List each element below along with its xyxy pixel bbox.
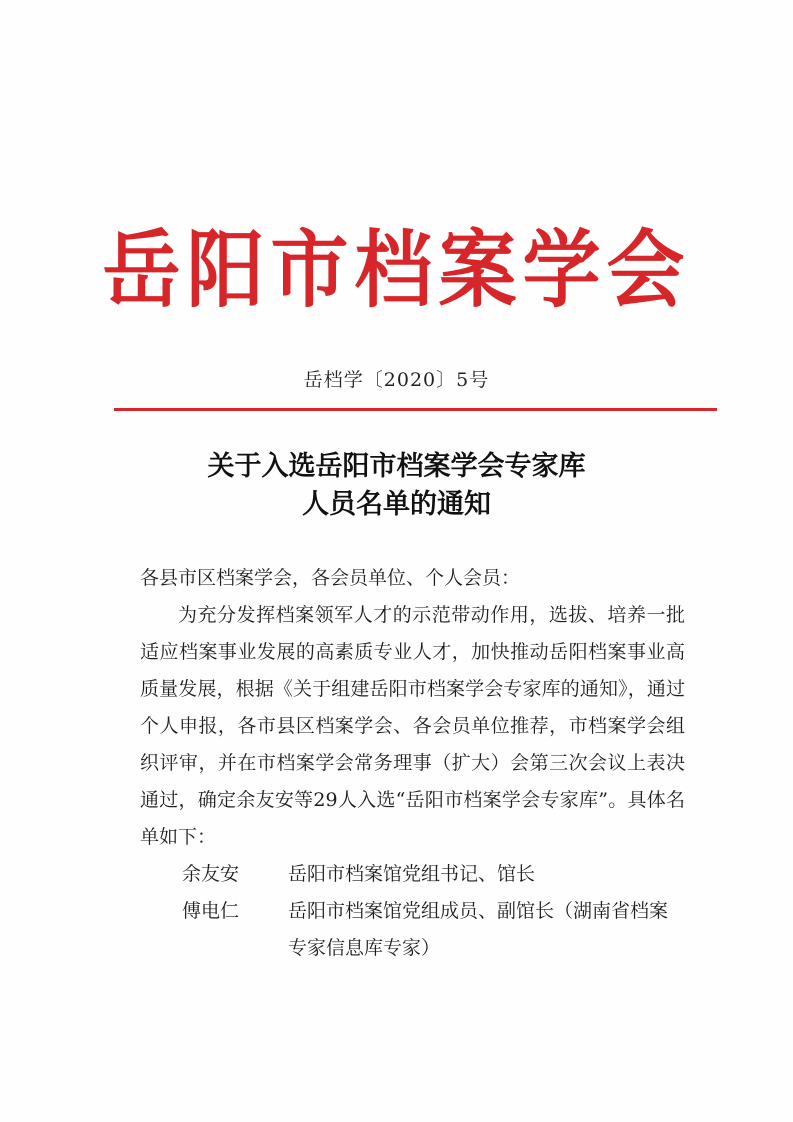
notice-body (140, 560, 685, 967)
member-role: 岳阳市档案馆党组书记、馆长 (288, 863, 536, 885)
notice-title-line-2: 人员名单的通知 (302, 489, 491, 520)
member-name: 傅电仁 (182, 900, 240, 922)
notice-title (0, 448, 793, 524)
salutation: 各县市区档案学会，各会员单位、个人会员： (140, 567, 521, 589)
org-name-header: 岳阳市档案学会 (102, 222, 691, 320)
member-entry (140, 893, 685, 967)
member-entry (140, 856, 685, 893)
red-divider-line (114, 408, 717, 411)
notice-title-line-1: 关于入选岳阳市档案学会专家库 (207, 451, 586, 482)
member-role: 岳阳市档案馆党组成员、副馆长（湖南省档案专家信息库专家） (288, 900, 669, 959)
member-name: 余友安 (182, 863, 240, 885)
document-number: 岳档学〔2020〕5号 (303, 369, 490, 391)
main-paragraph: 为充分发挥档案领军人才的示范带动作用，选拔、培养一批适应档案事业发展的高素质专业人才，加快推动岳阳档案事业高质量发展，根据《关于组建岳阳市档案学会专家库的通知》，通过个人申报，各市县区档案学会、各会员单位推荐，市档案学会组织评审，并在市档案学会常务理事（扩大）会第三次会议上表决通过，确定余友安等29人入选“岳阳市档案学会专家库”。具体名单如下： (140, 604, 685, 848)
